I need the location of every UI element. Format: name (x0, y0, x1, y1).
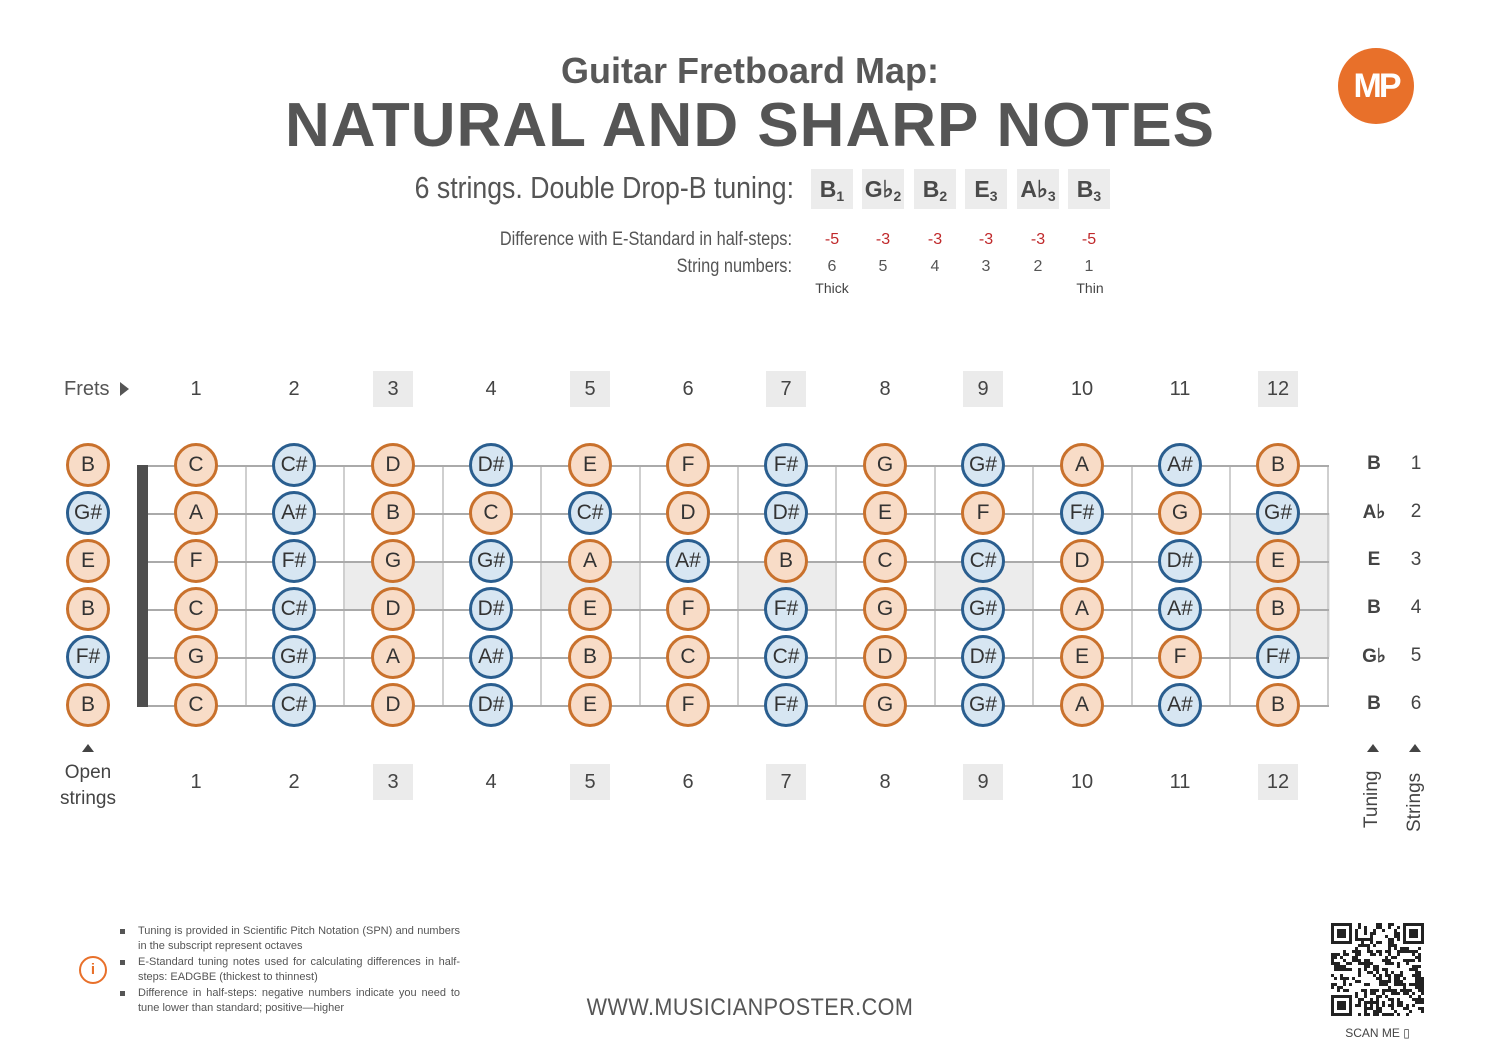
strings-vertical-label: Strings (1404, 772, 1425, 832)
fret-note: C (666, 635, 710, 679)
fret-note: F (666, 587, 710, 631)
fret-note: B (371, 491, 415, 535)
fret-note: D# (469, 587, 513, 631)
poster-title: NATURAL AND SHARP NOTES (284, 91, 1216, 160)
fret-note: A# (1158, 443, 1202, 487)
fret-note: A# (666, 539, 710, 583)
frets-label: Frets (64, 378, 110, 400)
fret-note: G# (961, 587, 1005, 631)
fret-note: D# (469, 683, 513, 727)
fret-note: A# (1158, 683, 1202, 727)
fret-number-bottom: 7 (766, 764, 806, 800)
fret-note: A (1060, 587, 1104, 631)
fret-number-top: 4 (485, 378, 497, 400)
tuning-note-name: B (1076, 176, 1094, 202)
logo-icon: MP (1338, 48, 1414, 124)
website-link[interactable]: WWW.MUSICIANPOSTER.COM (586, 994, 914, 1021)
right-tuning-note: G♭ (1362, 646, 1386, 667)
open-string-note: G# (66, 491, 110, 535)
fret-note: F# (764, 587, 808, 631)
fret-note: E (863, 491, 907, 535)
open-string-note: E (66, 539, 110, 583)
fret-note: G (863, 443, 907, 487)
tuning-note-box (862, 169, 904, 209)
qr-code-icon[interactable] (1331, 923, 1424, 1016)
fret-note: D# (1158, 539, 1202, 583)
fret-note: D# (469, 443, 513, 487)
fret-note: G# (1256, 491, 1300, 535)
fret-number-top: 7 (766, 371, 806, 407)
fret-note: A (1060, 683, 1104, 727)
fret-note: C (469, 491, 513, 535)
right-tuning-note: B (1367, 693, 1381, 714)
fret-number-bottom: 10 (1070, 771, 1094, 793)
diff-value: -5 (824, 231, 840, 248)
right-string-number: 4 (1410, 597, 1422, 618)
scan-me-label: SCAN ME ▯ (1345, 1026, 1410, 1040)
right-tuning-note: B (1367, 597, 1381, 618)
fret-note: G (863, 587, 907, 631)
arrow-up-icon (1409, 744, 1421, 752)
open-string-note: B (66, 587, 110, 631)
fret-note: C# (764, 635, 808, 679)
info-note: Difference in half-steps: negative numbers indicate you need to tune lower than standard; positive—higher (120, 986, 460, 1016)
fret-note: A# (469, 635, 513, 679)
fret-number-top: 1 (190, 378, 202, 400)
diff-value: -3 (1030, 231, 1046, 248)
tuning-note-octave: 2 (939, 188, 948, 204)
fret-note: D (371, 443, 415, 487)
fret-note: G# (961, 683, 1005, 727)
fret-note: A (174, 491, 218, 535)
fret-note: A# (272, 491, 316, 535)
fret-number-top: 12 (1258, 371, 1298, 407)
fret-note: D (666, 491, 710, 535)
fret-note: C# (961, 539, 1005, 583)
tuning-note-name: G♭ (864, 176, 894, 202)
fret-note: G# (272, 635, 316, 679)
tuning-note-octave: 3 (1047, 188, 1056, 204)
tuning-label: 6 strings. Double Drop-B tuning: (414, 170, 794, 205)
scan-me-text: SCAN ME (1345, 1026, 1400, 1040)
fret-note: E (1256, 539, 1300, 583)
tuning-note-box (965, 169, 1007, 209)
tuning-note-name: A♭ (1020, 176, 1048, 202)
fret-number-bottom: 5 (570, 764, 610, 800)
fret-note: G (1158, 491, 1202, 535)
fret-number-top: 9 (963, 371, 1003, 407)
thin-label: Thin (1076, 280, 1104, 296)
fret-wire (1032, 465, 1034, 707)
fret-wire (343, 465, 345, 707)
info-icon: i (79, 956, 107, 984)
fret-note: B (764, 539, 808, 583)
fret-note: B (1256, 587, 1300, 631)
fret-note: D (371, 587, 415, 631)
fret-note: B (1256, 683, 1300, 727)
open-string-note: B (66, 443, 110, 487)
fret-note: F (666, 683, 710, 727)
fret-note: C# (568, 491, 612, 535)
fret-wire (540, 465, 542, 707)
fret-number-bottom: 6 (682, 771, 694, 793)
tuning-note-octave: 3 (1093, 188, 1102, 204)
fret-wire (245, 465, 247, 707)
string-number: 3 (981, 258, 991, 275)
fret-number-top: 5 (570, 371, 610, 407)
fret-note: E (568, 587, 612, 631)
fret-note: C# (272, 587, 316, 631)
fret-number-top: 11 (1169, 378, 1191, 400)
fret-note: F# (272, 539, 316, 583)
fret-note: C (174, 683, 218, 727)
string-number: 5 (878, 258, 888, 275)
fret-number-bottom: 1 (190, 771, 202, 793)
right-string-number: 3 (1410, 549, 1422, 570)
fret-note: F# (764, 683, 808, 727)
open-label-line1: Open (64, 762, 112, 783)
fret-note: A (371, 635, 415, 679)
diff-value: -3 (875, 231, 891, 248)
tuning-vertical-label: Tuning (1361, 770, 1382, 828)
fret-number-bottom: 12 (1258, 764, 1298, 800)
right-tuning-note: A♭ (1362, 502, 1386, 523)
right-tuning-note: E (1367, 549, 1381, 570)
info-note: E-Standard tuning notes used for calculating differences in half-steps: EADGBE (thickest to thinnest) (120, 955, 460, 985)
fret-number-top: 8 (879, 378, 891, 400)
fret-note: A (1060, 443, 1104, 487)
fret-note: F (961, 491, 1005, 535)
tuning-note-octave: 1 (836, 188, 845, 204)
open-strings-label (50, 760, 126, 812)
fret-note: F (666, 443, 710, 487)
nut (137, 465, 148, 707)
fret-number-top: 2 (288, 378, 300, 400)
fret-note: F# (1256, 635, 1300, 679)
diff-value: -3 (978, 231, 994, 248)
fret-note: G# (961, 443, 1005, 487)
fret-note: D# (764, 491, 808, 535)
diff-value: -3 (927, 231, 943, 248)
tuning-note-box (914, 169, 956, 209)
thick-label: Thick (815, 280, 849, 296)
fret-wire (1131, 465, 1133, 707)
fret-number-top: 10 (1070, 378, 1094, 400)
fret-note: C (174, 443, 218, 487)
fret-wire (442, 465, 444, 707)
fret-note: F# (764, 443, 808, 487)
fret-note: G (863, 683, 907, 727)
fret-note: F# (1060, 491, 1104, 535)
fret-note: C# (272, 683, 316, 727)
tuning-note-name: B (922, 176, 940, 202)
info-note: Tuning is provided in Scientific Pitch Notation (SPN) and numbers in the subscript represent octaves (120, 924, 460, 954)
tuning-note-box (811, 169, 853, 209)
tuning-note-octave: 3 (989, 188, 998, 204)
fret-note: E (568, 443, 612, 487)
fret-note: G (174, 635, 218, 679)
tuning-note-box (1017, 169, 1059, 209)
string-number: 1 (1084, 258, 1094, 275)
tuning-note-name: E (974, 176, 990, 202)
fret-note: C# (272, 443, 316, 487)
string-number: 6 (827, 258, 837, 275)
tuning-note-name: B (819, 176, 837, 202)
tuning-note-box (1068, 169, 1110, 209)
fret-wire (737, 465, 739, 707)
open-label-line2: strings (60, 788, 116, 809)
right-string-number: 2 (1410, 501, 1422, 522)
fret-note: D (371, 683, 415, 727)
fret-note: G (371, 539, 415, 583)
fret-note: B (1256, 443, 1300, 487)
fret-wire (639, 465, 641, 707)
open-string-note: B (66, 683, 110, 727)
diff-label: Difference with E-Standard in half-steps: (499, 229, 792, 250)
fret-number-bottom: 3 (373, 764, 413, 800)
fret-note: D# (961, 635, 1005, 679)
fret-number-top: 6 (682, 378, 694, 400)
fret-wire (835, 465, 837, 707)
fret-wire (1327, 465, 1329, 707)
fret-note: G# (469, 539, 513, 583)
fret-note: C (174, 587, 218, 631)
fret-wire (1229, 465, 1231, 707)
fret-number-bottom: 4 (485, 771, 497, 793)
fret-note: C (863, 539, 907, 583)
fret-number-bottom: 2 (288, 771, 300, 793)
right-string-number: 6 (1410, 693, 1422, 714)
fret-note: A (568, 539, 612, 583)
right-tuning-note: B (1367, 453, 1381, 474)
fret-number-bottom: 11 (1169, 771, 1191, 793)
string-number: 2 (1033, 258, 1043, 275)
fret-note: E (568, 683, 612, 727)
fret-number-top: 3 (373, 371, 413, 407)
open-string-note: F# (66, 635, 110, 679)
fret-note: F (174, 539, 218, 583)
right-string-number: 1 (1410, 453, 1422, 474)
arrow-up-icon (82, 744, 94, 752)
fret-number-bottom: 8 (879, 771, 891, 793)
right-string-number: 5 (1410, 645, 1422, 666)
fret-wire (934, 465, 936, 707)
diff-value: -5 (1081, 231, 1097, 248)
fret-note: D (863, 635, 907, 679)
tuning-note-octave: 2 (893, 188, 902, 204)
fret-number-bottom: 9 (963, 764, 1003, 800)
fret-note: F (1158, 635, 1202, 679)
arrow-up-icon (1367, 744, 1379, 752)
fret-note: D (1060, 539, 1104, 583)
poster-subtitle: Guitar Fretboard Map: (560, 50, 940, 91)
fret-note: B (568, 635, 612, 679)
arrow-right-icon (120, 382, 129, 396)
fret-note: A# (1158, 587, 1202, 631)
string-numbers-label: String numbers: (676, 256, 792, 277)
fret-note: E (1060, 635, 1104, 679)
string-number: 4 (930, 258, 940, 275)
